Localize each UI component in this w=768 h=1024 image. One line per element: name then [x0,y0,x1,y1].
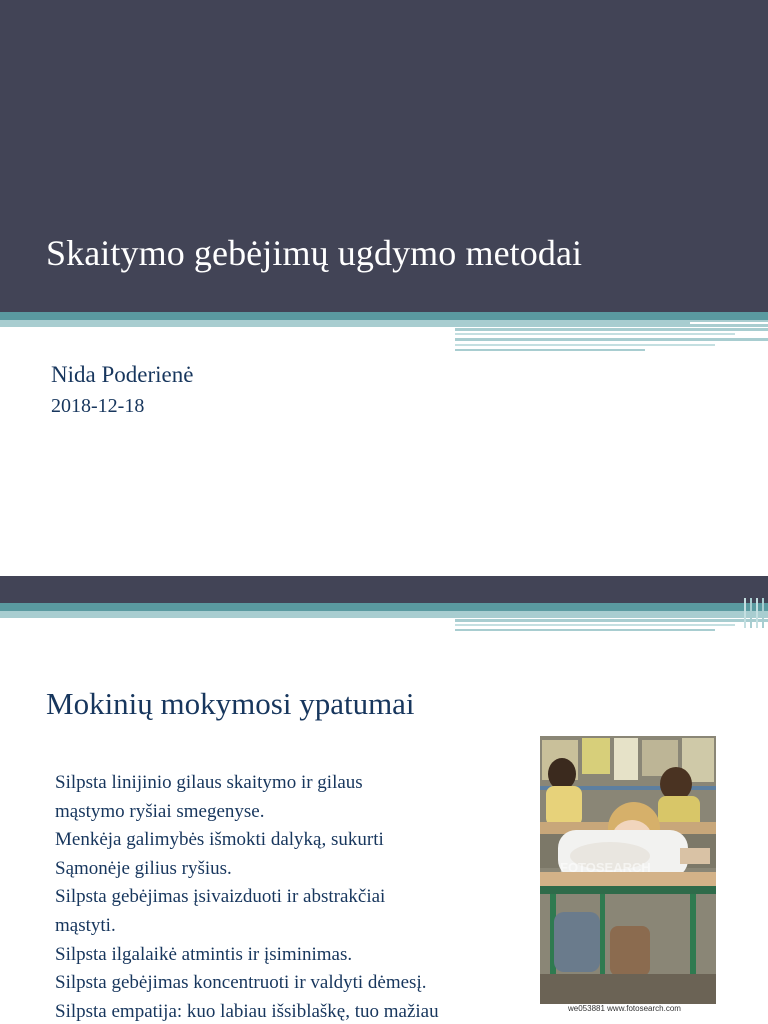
bullet-line: Silpsta empatija: kuo labiau išsiblaškę, tuo mažiau [55,1000,439,1022]
slide-title: Skaitymo gebėjimų ugdymo metodai [46,233,583,273]
bullet-line: Silpsta gebėjimas įsivaizduoti ir abstrakčiai [55,886,386,908]
bullet-line: Silpsta linijinio gilaus skaitymo ir gilaus [55,772,363,793]
photo-watermark: FOTOSEARCH [560,860,651,875]
bullet-line: Silpsta ilgalaikė atmintis ir įsiminimas. [55,943,353,965]
bullet-line: mąstyti. [55,914,116,936]
content-slide [0,576,768,1024]
bullet-line: Silpsta gebėjimas koncentruoti ir valdyti dėmesį. [55,972,427,994]
bullet-line: Menkėja galimybės išmokti dalyką, sukurti [55,829,384,851]
slide-title: Mokinių mokymosi ypatumai [46,686,415,721]
photo-caption: we053881 www.fotosearch.com [568,1004,681,1013]
decorative-stripes [0,308,768,368]
classroom-photo [540,736,716,1004]
bullet-list [55,769,505,1024]
bullet-line: mąstymo ryšiai smegenyse. [55,800,265,822]
decorative-stripes [0,598,768,654]
author-name: Nida Poderienė [51,362,194,387]
presentation-date: 2018-12-18 [51,395,145,417]
bullet-line: Sąmonėje gilius ryšius. [55,857,232,879]
